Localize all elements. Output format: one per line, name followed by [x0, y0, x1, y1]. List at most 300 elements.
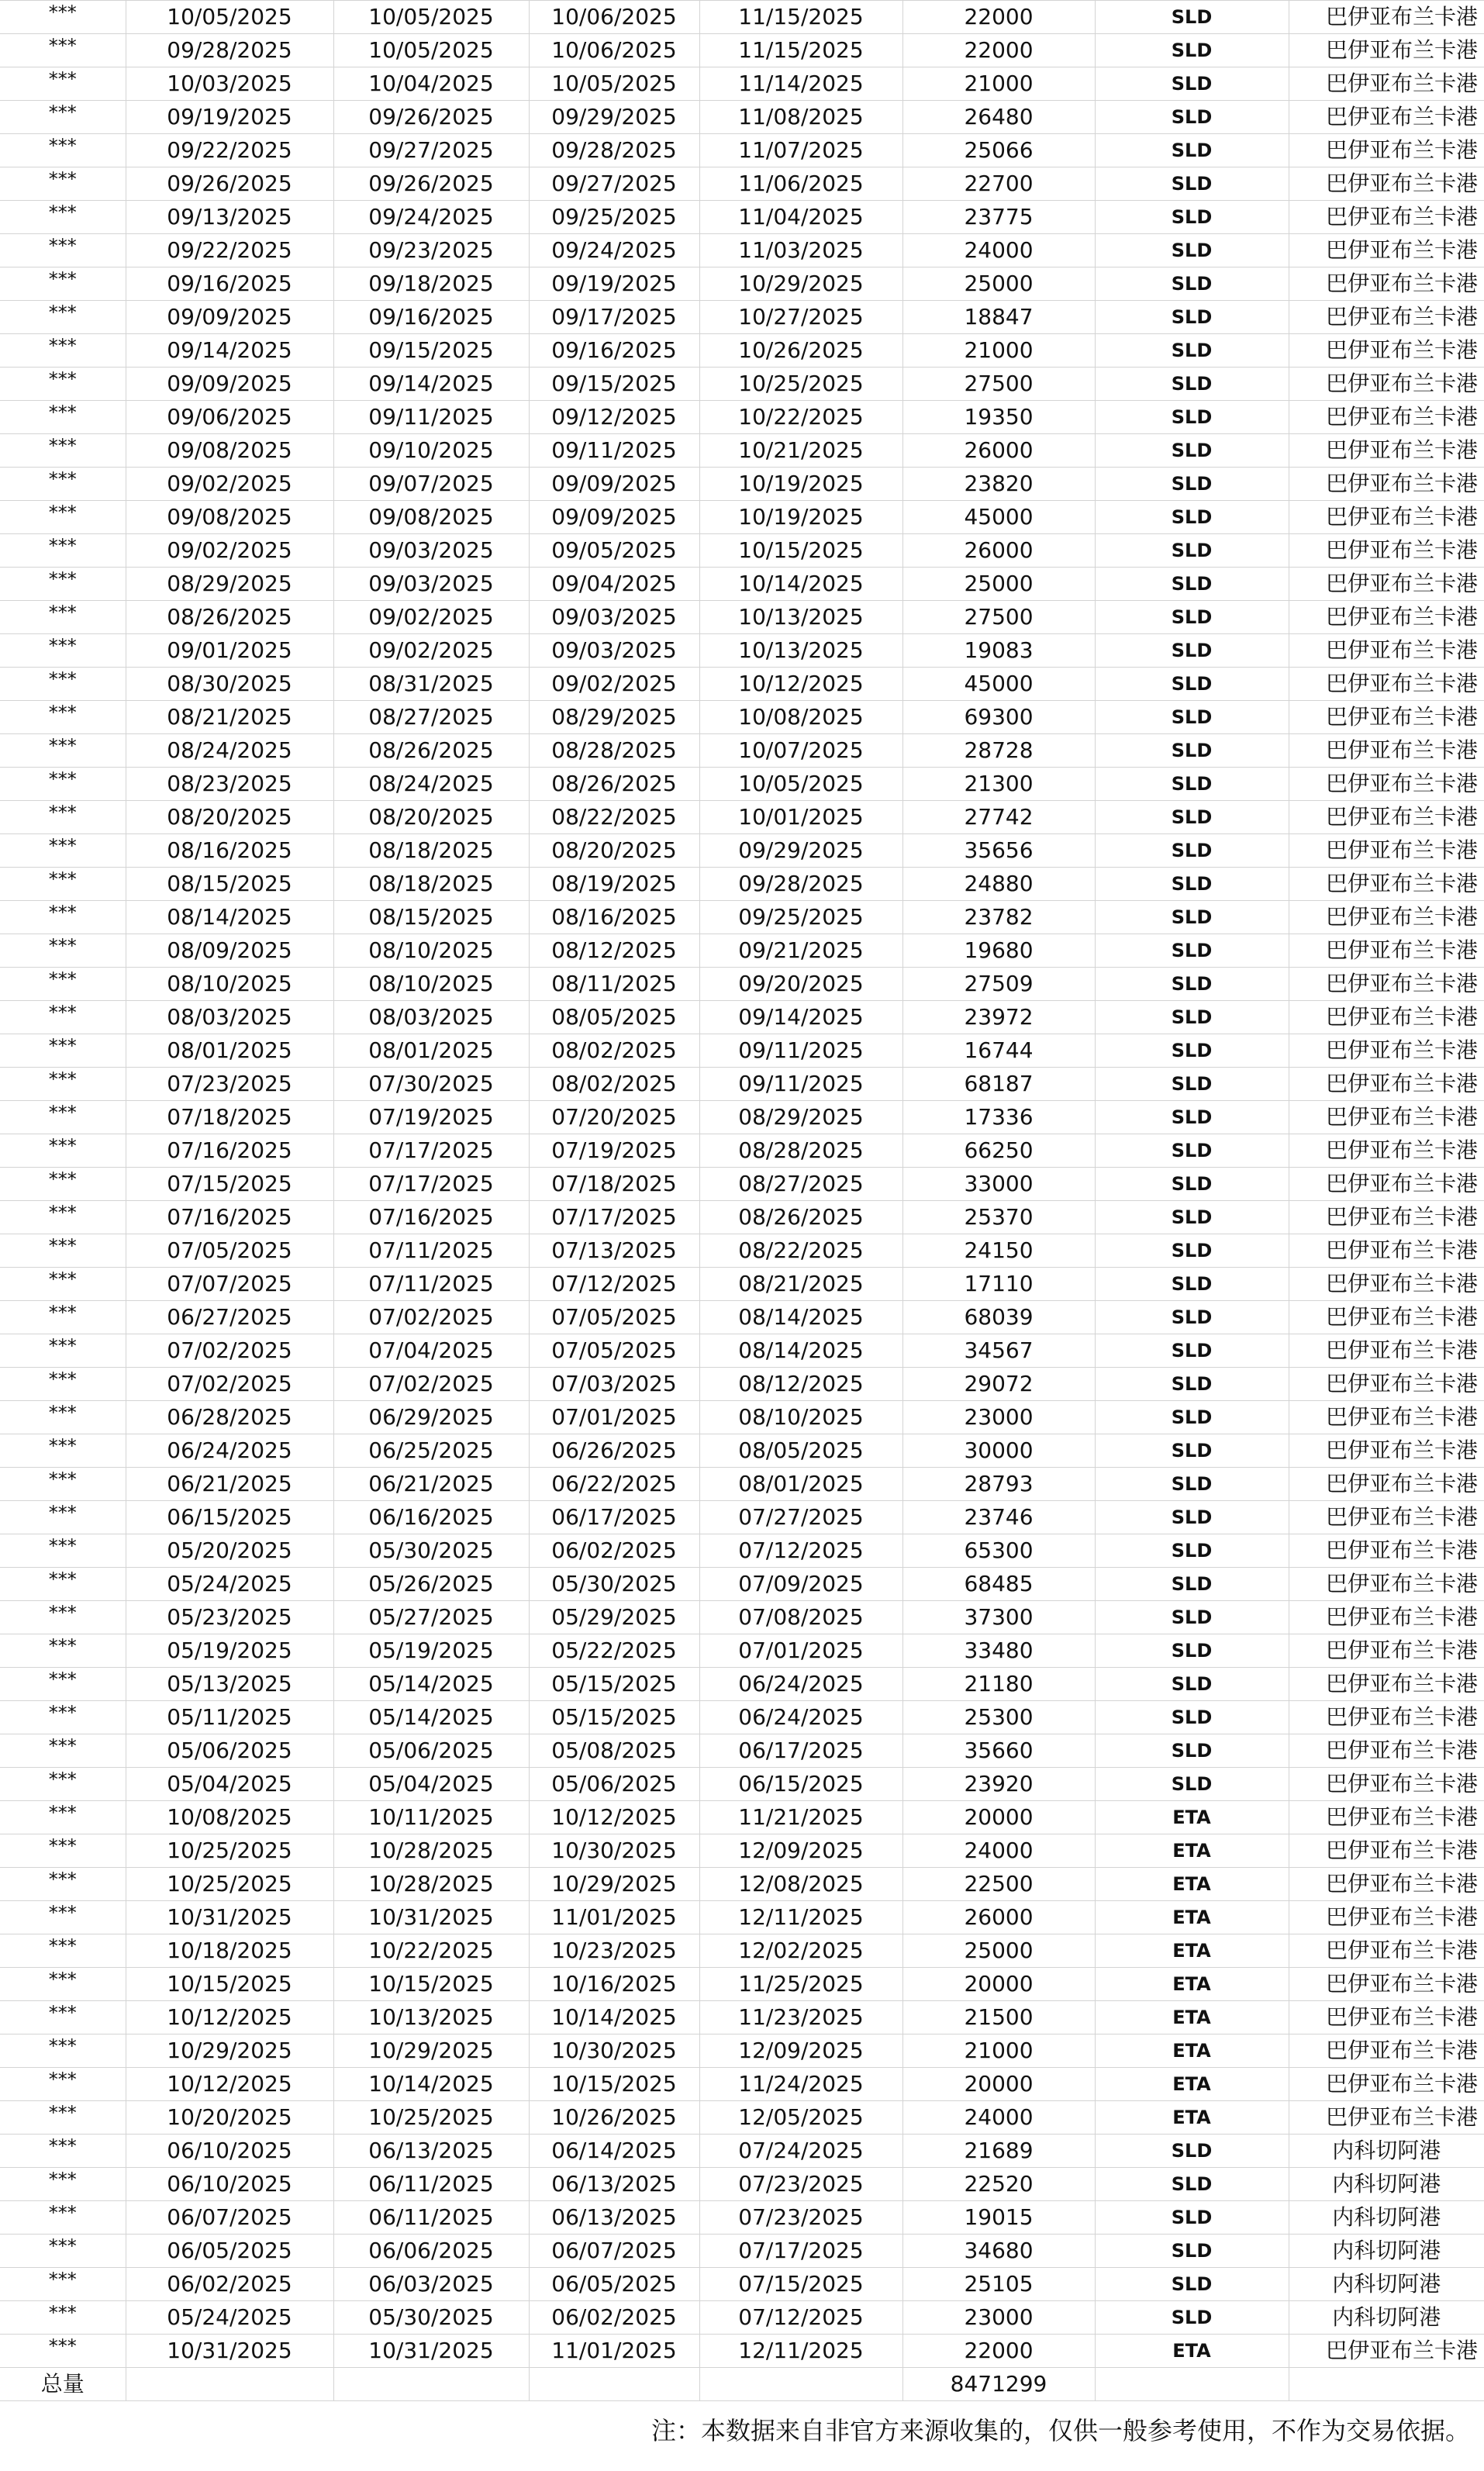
status-cell: SLD — [1095, 1368, 1289, 1401]
arrival-date-cell: 08/27/2025 — [699, 1168, 902, 1201]
date-cell-1: 07/16/2025 — [126, 1201, 333, 1234]
table-row — [0, 167, 1484, 201]
status-cell: SLD — [1095, 67, 1289, 101]
date-cell-2: 09/11/2025 — [333, 401, 529, 434]
table-row — [0, 1101, 1484, 1134]
date-cell-2: 08/01/2025 — [333, 1034, 529, 1068]
date-cell-3: 06/07/2025 — [529, 2235, 699, 2268]
table-row — [0, 668, 1484, 701]
date-cell-3: 10/06/2025 — [529, 1, 699, 34]
table-row — [0, 1068, 1484, 1101]
masked-id-cell: *** — [0, 1701, 126, 1734]
arrival-date-cell: 10/25/2025 — [699, 368, 902, 401]
table-row — [0, 901, 1484, 934]
quantity-cell: 23972 — [902, 1001, 1095, 1034]
arrival-date-cell: 06/15/2025 — [699, 1768, 902, 1801]
date-cell-1: 06/02/2025 — [126, 2268, 333, 2301]
status-cell: ETA — [1095, 2101, 1289, 2135]
date-cell-2: 08/15/2025 — [333, 901, 529, 934]
date-cell-1: 06/10/2025 — [126, 2168, 333, 2201]
arrival-date-cell: 08/10/2025 — [699, 1401, 902, 1434]
quantity-cell: 25370 — [902, 1201, 1095, 1234]
date-cell-1: 08/09/2025 — [126, 934, 333, 968]
date-cell-3: 06/17/2025 — [529, 1501, 699, 1534]
date-cell-3: 10/30/2025 — [529, 1834, 699, 1868]
masked-id-cell: *** — [0, 1968, 126, 2001]
quantity-cell: 25000 — [902, 267, 1095, 301]
table-row — [0, 1901, 1484, 1934]
table-row — [0, 1768, 1484, 1801]
arrival-date-cell: 08/29/2025 — [699, 1101, 902, 1134]
arrival-date-cell: 10/05/2025 — [699, 768, 902, 801]
date-cell-3: 09/04/2025 — [529, 568, 699, 601]
quantity-cell: 33480 — [902, 1634, 1095, 1668]
quantity-cell: 22700 — [902, 167, 1095, 201]
date-cell-1: 09/08/2025 — [126, 501, 333, 534]
date-cell-1: 08/01/2025 — [126, 1034, 333, 1068]
masked-id-cell: *** — [0, 1868, 126, 1901]
status-cell: ETA — [1095, 1901, 1289, 1934]
masked-id-cell: *** — [0, 401, 126, 434]
date-cell-2: 06/11/2025 — [333, 2201, 529, 2235]
arrival-date-cell: 10/01/2025 — [699, 801, 902, 834]
masked-id-cell: *** — [0, 1001, 126, 1034]
date-cell-3: 08/19/2025 — [529, 868, 699, 901]
date-cell-2: 08/20/2025 — [333, 801, 529, 834]
arrival-date-cell: 08/14/2025 — [699, 1334, 902, 1368]
status-cell: SLD — [1095, 2235, 1289, 2268]
quantity-cell: 27509 — [902, 968, 1095, 1001]
masked-id-cell: *** — [0, 1501, 126, 1534]
date-cell-2: 09/26/2025 — [333, 167, 529, 201]
date-cell-2: 09/03/2025 — [333, 534, 529, 568]
arrival-date-cell: 09/11/2025 — [699, 1068, 902, 1101]
date-cell-2: 07/04/2025 — [333, 1334, 529, 1368]
quantity-cell: 24000 — [902, 1834, 1095, 1868]
arrival-date-cell: 12/11/2025 — [699, 2335, 902, 2368]
masked-id-cell: *** — [0, 2034, 126, 2068]
date-cell-2: 09/27/2025 — [333, 134, 529, 167]
port-cell: 巴伊亚布兰卡港 — [1289, 834, 1484, 868]
table-row — [0, 1801, 1484, 1834]
date-cell-3: 06/26/2025 — [529, 1434, 699, 1468]
arrival-date-cell: 10/29/2025 — [699, 267, 902, 301]
masked-id-cell: *** — [0, 934, 126, 968]
table-row — [0, 234, 1484, 267]
date-cell-3: 07/19/2025 — [529, 1134, 699, 1168]
date-cell-1: 05/24/2025 — [126, 2301, 333, 2335]
date-cell-3: 10/16/2025 — [529, 1968, 699, 2001]
quantity-cell: 23782 — [902, 901, 1095, 934]
date-cell-3: 06/13/2025 — [529, 2168, 699, 2201]
masked-id-cell: *** — [0, 1534, 126, 1568]
arrival-date-cell: 07/12/2025 — [699, 1534, 902, 1568]
status-cell: SLD — [1095, 201, 1289, 234]
port-cell: 巴伊亚布兰卡港 — [1289, 434, 1484, 468]
quantity-cell: 25066 — [902, 134, 1095, 167]
masked-id-cell: *** — [0, 568, 126, 601]
quantity-cell: 35656 — [902, 834, 1095, 868]
arrival-date-cell: 10/19/2025 — [699, 468, 902, 501]
port-cell: 巴伊亚布兰卡港 — [1289, 1801, 1484, 1834]
date-cell-2: 10/22/2025 — [333, 1934, 529, 1968]
status-cell: SLD — [1095, 734, 1289, 768]
date-cell-2: 09/14/2025 — [333, 368, 529, 401]
date-cell-2: 07/19/2025 — [333, 1101, 529, 1134]
date-cell-3: 07/03/2025 — [529, 1368, 699, 1401]
quantity-cell: 18847 — [902, 301, 1095, 334]
date-cell-2: 10/31/2025 — [333, 1901, 529, 1934]
date-cell-2: 08/26/2025 — [333, 734, 529, 768]
date-cell-2: 09/08/2025 — [333, 501, 529, 534]
date-cell-1: 05/06/2025 — [126, 1734, 333, 1768]
table-row — [0, 1434, 1484, 1468]
table-row — [0, 67, 1484, 101]
date-cell-3: 10/05/2025 — [529, 67, 699, 101]
date-cell-2: 10/14/2025 — [333, 2068, 529, 2101]
quantity-cell: 28728 — [902, 734, 1095, 768]
status-cell: SLD — [1095, 1768, 1289, 1801]
port-cell: 巴伊亚布兰卡港 — [1289, 1701, 1484, 1734]
date-cell-3: 06/02/2025 — [529, 2301, 699, 2335]
date-cell-2: 10/11/2025 — [333, 1801, 529, 1834]
port-cell: 巴伊亚布兰卡港 — [1289, 301, 1484, 334]
table-row — [0, 2168, 1484, 2201]
port-cell: 巴伊亚布兰卡港 — [1289, 1401, 1484, 1434]
quantity-cell: 24000 — [902, 2101, 1095, 2135]
date-cell-1: 07/23/2025 — [126, 1068, 333, 1101]
masked-id-cell: *** — [0, 2201, 126, 2235]
arrival-date-cell: 10/21/2025 — [699, 434, 902, 468]
date-cell-3: 07/05/2025 — [529, 1301, 699, 1334]
date-cell-3: 08/26/2025 — [529, 768, 699, 801]
quantity-cell: 27500 — [902, 368, 1095, 401]
date-cell-2: 06/13/2025 — [333, 2135, 529, 2168]
date-cell-1: 05/13/2025 — [126, 1668, 333, 1701]
date-cell-3: 09/29/2025 — [529, 101, 699, 134]
table-row — [0, 734, 1484, 768]
port-cell: 巴伊亚布兰卡港 — [1289, 101, 1484, 134]
arrival-date-cell: 09/14/2025 — [699, 1001, 902, 1034]
quantity-cell: 26000 — [902, 534, 1095, 568]
quantity-cell: 24880 — [902, 868, 1095, 901]
arrival-date-cell: 11/06/2025 — [699, 167, 902, 201]
date-cell-2: 08/10/2025 — [333, 968, 529, 1001]
date-cell-2: 07/11/2025 — [333, 1268, 529, 1301]
date-cell-3: 07/17/2025 — [529, 1201, 699, 1234]
masked-id-cell: *** — [0, 234, 126, 267]
status-cell: SLD — [1095, 768, 1289, 801]
date-cell-2: 10/04/2025 — [333, 67, 529, 101]
masked-id-cell: *** — [0, 501, 126, 534]
arrival-date-cell: 11/14/2025 — [699, 67, 902, 101]
masked-id-cell: *** — [0, 668, 126, 701]
date-cell-3: 05/22/2025 — [529, 1634, 699, 1668]
status-cell: SLD — [1095, 1668, 1289, 1701]
port-cell: 巴伊亚布兰卡港 — [1289, 1168, 1484, 1201]
arrival-date-cell: 06/24/2025 — [699, 1701, 902, 1734]
status-cell: SLD — [1095, 1068, 1289, 1101]
date-cell-1: 09/16/2025 — [126, 267, 333, 301]
quantity-cell: 23820 — [902, 468, 1095, 501]
status-cell: SLD — [1095, 334, 1289, 368]
table-row — [0, 1168, 1484, 1201]
table-row — [0, 134, 1484, 167]
masked-id-cell: *** — [0, 834, 126, 868]
quantity-cell: 17110 — [902, 1268, 1095, 1301]
quantity-cell: 25300 — [902, 1701, 1095, 1734]
masked-id-cell: *** — [0, 1168, 126, 1201]
date-cell-2: 08/18/2025 — [333, 834, 529, 868]
arrival-date-cell: 08/05/2025 — [699, 1434, 902, 1468]
status-cell: ETA — [1095, 2068, 1289, 2101]
arrival-date-cell: 09/25/2025 — [699, 901, 902, 934]
date-cell-2: 05/27/2025 — [333, 1601, 529, 1634]
quantity-cell: 26000 — [902, 434, 1095, 468]
date-cell-2: 06/21/2025 — [333, 1468, 529, 1501]
quantity-cell: 20000 — [902, 1801, 1095, 1834]
date-cell-3: 11/01/2025 — [529, 1901, 699, 1934]
arrival-date-cell: 06/24/2025 — [699, 1668, 902, 1701]
date-cell-3: 07/13/2025 — [529, 1234, 699, 1268]
date-cell-3: 09/27/2025 — [529, 167, 699, 201]
date-cell-1: 06/10/2025 — [126, 2135, 333, 2168]
arrival-date-cell: 11/15/2025 — [699, 1, 902, 34]
table-row — [0, 2135, 1484, 2168]
port-cell: 巴伊亚布兰卡港 — [1289, 167, 1484, 201]
date-cell-3: 06/22/2025 — [529, 1468, 699, 1501]
table-row — [0, 2235, 1484, 2268]
table-row — [0, 501, 1484, 534]
table-row — [0, 2201, 1484, 2235]
table-row — [0, 334, 1484, 368]
date-cell-1: 10/18/2025 — [126, 1934, 333, 1968]
arrival-date-cell: 10/13/2025 — [699, 601, 902, 634]
date-cell-1: 08/03/2025 — [126, 1001, 333, 1034]
disclaimer-note: 注：本数据来自非官方来源收集的，仅供一般参考使用，不作为交易依据。 — [651, 2416, 1470, 2445]
date-cell-1: 09/02/2025 — [126, 468, 333, 501]
status-cell: ETA — [1095, 2034, 1289, 2068]
table-row — [0, 1401, 1484, 1434]
masked-id-cell: *** — [0, 1034, 126, 1068]
date-cell-2: 07/17/2025 — [333, 1134, 529, 1168]
table-row — [0, 2034, 1484, 2068]
table-row — [0, 568, 1484, 601]
status-cell: SLD — [1095, 1101, 1289, 1134]
port-cell: 内科切阿港 — [1289, 2235, 1484, 2268]
date-cell-2: 06/03/2025 — [333, 2268, 529, 2301]
table-row — [0, 2001, 1484, 2034]
status-cell: SLD — [1095, 1501, 1289, 1534]
arrival-date-cell: 10/14/2025 — [699, 568, 902, 601]
date-cell-1: 09/14/2025 — [126, 334, 333, 368]
empty-cell — [699, 2368, 902, 2401]
masked-id-cell: *** — [0, 34, 126, 67]
quantity-cell: 68485 — [902, 1568, 1095, 1601]
arrival-date-cell: 12/09/2025 — [699, 2034, 902, 2068]
date-cell-3: 06/14/2025 — [529, 2135, 699, 2168]
date-cell-1: 10/12/2025 — [126, 2068, 333, 2101]
masked-id-cell: *** — [0, 434, 126, 468]
date-cell-2: 09/02/2025 — [333, 634, 529, 668]
date-cell-2: 06/16/2025 — [333, 1501, 529, 1534]
date-cell-3: 05/15/2025 — [529, 1701, 699, 1734]
masked-id-cell: *** — [0, 1801, 126, 1834]
port-cell: 巴伊亚布兰卡港 — [1289, 1968, 1484, 2001]
table-row — [0, 1834, 1484, 1868]
port-cell: 巴伊亚布兰卡港 — [1289, 201, 1484, 234]
date-cell-1: 06/28/2025 — [126, 1401, 333, 1434]
masked-id-cell: *** — [0, 601, 126, 634]
masked-id-cell: *** — [0, 368, 126, 401]
status-cell: SLD — [1095, 668, 1289, 701]
table-row — [0, 634, 1484, 668]
masked-id-cell: *** — [0, 334, 126, 368]
masked-id-cell: *** — [0, 1, 126, 34]
masked-id-cell: *** — [0, 201, 126, 234]
date-cell-2: 08/24/2025 — [333, 768, 529, 801]
quantity-cell: 68187 — [902, 1068, 1095, 1101]
status-cell: SLD — [1095, 2301, 1289, 2335]
date-cell-1: 09/22/2025 — [126, 134, 333, 167]
masked-id-cell: *** — [0, 2101, 126, 2135]
date-cell-1: 10/05/2025 — [126, 1, 333, 34]
date-cell-1: 07/02/2025 — [126, 1334, 333, 1368]
quantity-cell: 33000 — [902, 1168, 1095, 1201]
arrival-date-cell: 10/08/2025 — [699, 701, 902, 734]
date-cell-3: 08/02/2025 — [529, 1034, 699, 1068]
status-cell: SLD — [1095, 1334, 1289, 1368]
date-cell-1: 07/05/2025 — [126, 1234, 333, 1268]
date-cell-1: 07/16/2025 — [126, 1134, 333, 1168]
date-cell-1: 09/02/2025 — [126, 534, 333, 568]
port-cell: 巴伊亚布兰卡港 — [1289, 1368, 1484, 1401]
masked-id-cell: *** — [0, 2068, 126, 2101]
quantity-cell: 29072 — [902, 1368, 1095, 1401]
port-cell: 巴伊亚布兰卡港 — [1289, 2335, 1484, 2368]
date-cell-2: 09/10/2025 — [333, 434, 529, 468]
status-cell: SLD — [1095, 1568, 1289, 1601]
port-cell: 内科切阿港 — [1289, 2168, 1484, 2201]
table-row — [0, 1201, 1484, 1234]
date-cell-1: 10/25/2025 — [126, 1868, 333, 1901]
port-cell: 巴伊亚布兰卡港 — [1289, 1868, 1484, 1901]
table-row — [0, 34, 1484, 67]
status-cell: SLD — [1095, 701, 1289, 734]
date-cell-3: 08/05/2025 — [529, 1001, 699, 1034]
date-cell-1: 09/19/2025 — [126, 101, 333, 134]
date-cell-3: 06/13/2025 — [529, 2201, 699, 2235]
date-cell-3: 07/01/2025 — [529, 1401, 699, 1434]
quantity-cell: 21000 — [902, 334, 1095, 368]
date-cell-2: 08/03/2025 — [333, 1001, 529, 1034]
date-cell-1: 10/20/2025 — [126, 2101, 333, 2135]
port-cell: 巴伊亚布兰卡港 — [1289, 701, 1484, 734]
status-cell: SLD — [1095, 834, 1289, 868]
arrival-date-cell: 08/28/2025 — [699, 1134, 902, 1168]
status-cell: SLD — [1095, 1401, 1289, 1434]
arrival-date-cell: 11/24/2025 — [699, 2068, 902, 2101]
arrival-date-cell: 07/24/2025 — [699, 2135, 902, 2168]
port-cell: 巴伊亚布兰卡港 — [1289, 1501, 1484, 1534]
port-cell: 巴伊亚布兰卡港 — [1289, 1734, 1484, 1768]
date-cell-2: 10/05/2025 — [333, 1, 529, 34]
date-cell-2: 09/24/2025 — [333, 201, 529, 234]
port-cell: 巴伊亚布兰卡港 — [1289, 1834, 1484, 1868]
arrival-date-cell: 11/03/2025 — [699, 234, 902, 267]
status-cell: SLD — [1095, 1534, 1289, 1568]
table-row — [0, 1334, 1484, 1368]
arrival-date-cell: 07/17/2025 — [699, 2235, 902, 2268]
date-cell-1: 08/26/2025 — [126, 601, 333, 634]
date-cell-1: 09/01/2025 — [126, 634, 333, 668]
quantity-cell: 28793 — [902, 1468, 1095, 1501]
port-cell: 内科切阿港 — [1289, 2201, 1484, 2235]
date-cell-2: 10/13/2025 — [333, 2001, 529, 2034]
date-cell-3: 10/06/2025 — [529, 34, 699, 67]
date-cell-2: 08/27/2025 — [333, 701, 529, 734]
port-cell: 巴伊亚布兰卡港 — [1289, 1634, 1484, 1668]
quantity-cell: 22520 — [902, 2168, 1095, 2201]
quantity-cell: 35660 — [902, 1734, 1095, 1768]
date-cell-2: 07/02/2025 — [333, 1368, 529, 1401]
quantity-cell: 23775 — [902, 201, 1095, 234]
port-cell: 巴伊亚布兰卡港 — [1289, 934, 1484, 968]
masked-id-cell: *** — [0, 901, 126, 934]
masked-id-cell: *** — [0, 1668, 126, 1701]
table-row — [0, 1301, 1484, 1334]
arrival-date-cell: 09/29/2025 — [699, 834, 902, 868]
date-cell-3: 09/12/2025 — [529, 401, 699, 434]
date-cell-2: 10/28/2025 — [333, 1834, 529, 1868]
table-row — [0, 1601, 1484, 1634]
quantity-cell: 21180 — [902, 1668, 1095, 1701]
date-cell-1: 06/27/2025 — [126, 1301, 333, 1334]
arrival-date-cell: 12/09/2025 — [699, 1834, 902, 1868]
quantity-cell: 26000 — [902, 1901, 1095, 1934]
status-cell: SLD — [1095, 634, 1289, 668]
date-cell-1: 10/31/2025 — [126, 1901, 333, 1934]
status-cell: SLD — [1095, 2135, 1289, 2168]
status-cell: SLD — [1095, 1701, 1289, 1734]
table-row — [0, 1234, 1484, 1268]
status-cell: ETA — [1095, 1868, 1289, 1901]
date-cell-1: 09/06/2025 — [126, 401, 333, 434]
port-cell: 巴伊亚布兰卡港 — [1289, 868, 1484, 901]
table-row — [0, 1468, 1484, 1501]
status-cell: ETA — [1095, 1834, 1289, 1868]
table-row — [0, 368, 1484, 401]
date-cell-2: 10/05/2025 — [333, 34, 529, 67]
date-cell-3: 09/09/2025 — [529, 501, 699, 534]
date-cell-3: 09/03/2025 — [529, 601, 699, 634]
port-cell: 巴伊亚布兰卡港 — [1289, 1001, 1484, 1034]
status-cell: SLD — [1095, 234, 1289, 267]
quantity-cell: 27742 — [902, 801, 1095, 834]
masked-id-cell: *** — [0, 67, 126, 101]
date-cell-2: 09/16/2025 — [333, 301, 529, 334]
date-cell-1: 07/02/2025 — [126, 1368, 333, 1401]
status-cell: SLD — [1095, 1, 1289, 34]
date-cell-1: 05/23/2025 — [126, 1601, 333, 1634]
quantity-cell: 21500 — [902, 2001, 1095, 2034]
total-label: 总量 — [0, 2368, 126, 2401]
status-cell: SLD — [1095, 1434, 1289, 1468]
table-row — [0, 768, 1484, 801]
date-cell-3: 10/30/2025 — [529, 2034, 699, 2068]
date-cell-2: 06/29/2025 — [333, 1401, 529, 1434]
masked-id-cell: *** — [0, 734, 126, 768]
